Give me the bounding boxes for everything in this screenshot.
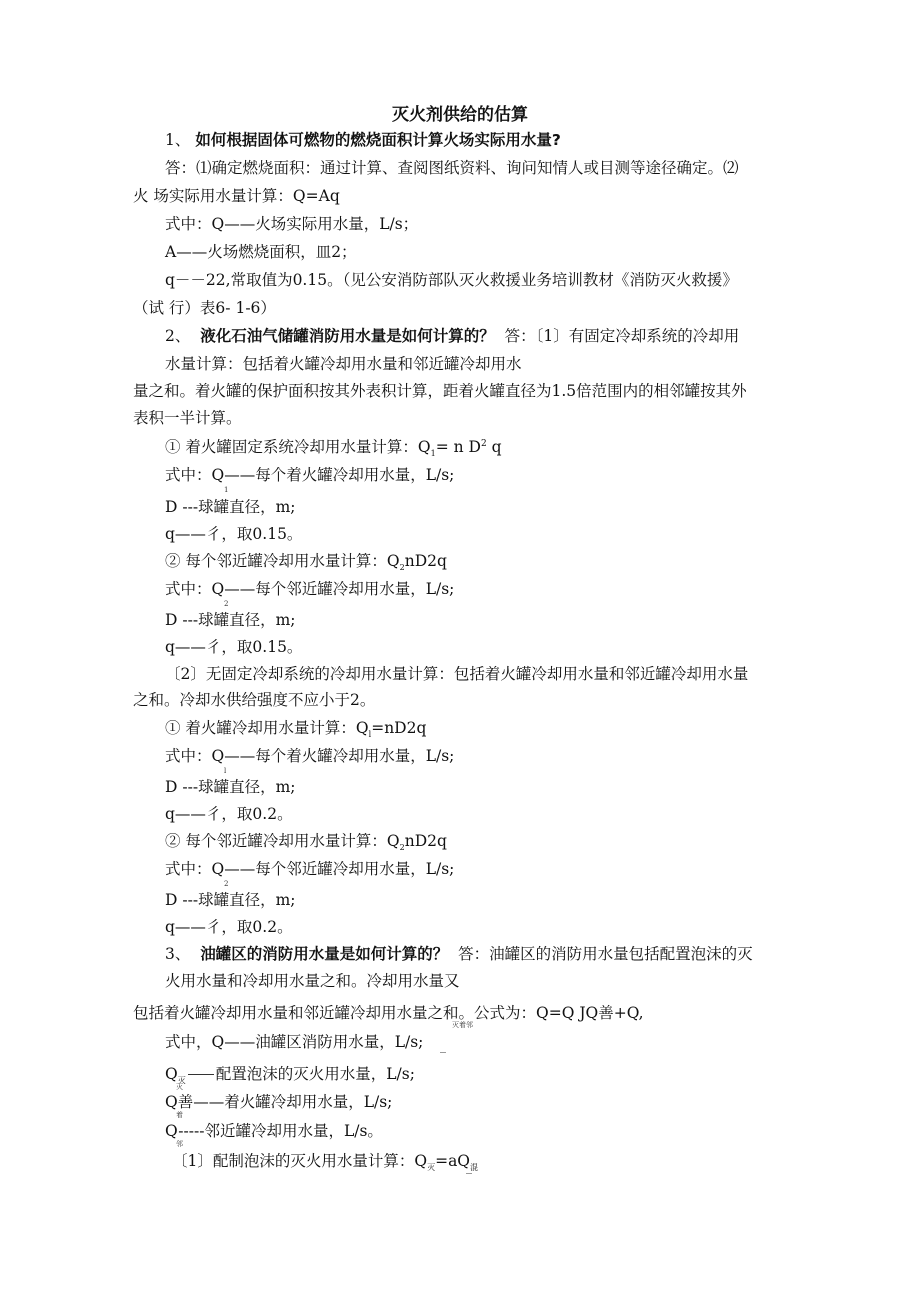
formula-line: ② 每个邻近罐冷却用水量计算：$Q_2nD2q$ [165,552,447,572]
text-line: 表积一半计算。 [133,409,242,427]
subscript-mark: l [224,767,227,775]
divider [466,1173,472,1174]
subscript-mark: 1 [224,486,229,494]
subscript-mark: 灭 [176,1083,183,1091]
text-line: A——火场燃烧面积，皿2； [165,243,357,261]
text-line: q——彳，取0.2。 [165,805,293,823]
text-line: D ---球罐直径，m; [165,611,296,629]
text-line: $Q_灭$ 配置泡沫的灭火用水量，L/s; [165,1065,415,1085]
text-line: 式中：Q——每个邻近罐冷却用水量，L/s; [165,860,455,878]
formula-line: 〔1〕配制泡沫的灭火用水量计算：$Q_灭=aQ_混$ [172,1152,479,1172]
page-title: 灭火剂供给的估算 [392,105,528,125]
text-line: 2、 液化石油气储罐消防用水量是如何计算的？ 答：〔1〕有固定冷却系统的冷却用 [165,327,740,345]
text-line: 1、 如何根据固体可燃物的燃烧面积计算火场实际用水量? [165,131,561,149]
text-line: Q善——着火罐冷却用水量，L/s; [165,1093,393,1111]
formula-line: ② 每个邻近罐冷却用水量计算：$Q_2nD2q$ [165,832,447,852]
text-line: 式中：Q——每个着火罐冷却用水量，L/s; [165,747,455,765]
text-line: q——彳，取0.15。 [165,638,303,656]
text-line: 式中，Q——油罐区消防用水量，L/s; [165,1033,424,1051]
subscript-mark: 2 [224,600,229,608]
subscript-mark: 2 [224,880,229,888]
text-line: 式中：Q——每个着火罐冷却用水量，L/s; [165,466,455,484]
text-line: D ---球罐直径，m; [165,778,296,796]
text-line: 3、 油罐区的消防用水量是如何计算的？ 答：油罐区的消防用水量包括配置泡沫的灭 [165,945,753,963]
text-line: q－－22,常取值为0.15。（见公安消防部队灭火救援业务培训教材《消防灭火救援》 [165,271,738,289]
text-line: q——彳，取0.2。 [165,918,293,936]
divider [440,1052,446,1053]
text-line: 答：⑴确定燃烧面积：通过计算、查阅图纸资料、询问知情人或目测等途径确定。⑵ [165,159,739,177]
text-line: 火用水量和冷却用水量之和。冷却用水量又 [165,972,460,990]
text-line: 式中：Q——火场实际用水量，L/s； [165,215,419,233]
formula-line: ① 着火罐冷却用水量计算：$Q_l=nD2q$ [165,719,427,739]
text-line: 火 场实际用水量计算：Q=Aq [133,187,340,205]
subscript-mark: 着 [176,1111,183,1119]
formula-line: ① 着火罐固定系统冷却用水量计算：$Q_1= n$ $D^2$ q [165,438,502,458]
text-line: 量之和。着火罐的保护面积按其外表积计算，距着火罐直径为1.5倍范围内的相邻罐按其外 [133,382,747,400]
text-line: 水量计算：包括着火罐冷却用水量和邻近罐冷却用水 [165,355,522,373]
text-line: 包括着火罐冷却用水量和邻近罐冷却用水量之和。公式为：Q=Q JQ善+Q, [133,1004,644,1022]
subscript-mark: 灭着邻 [452,1021,473,1029]
subscript-mark: 邻 [176,1140,183,1148]
text-line: 之和。冷却水供给强度不应小于2。 [133,691,376,709]
text-line: 〔2〕无固定冷却系统的冷却用水量计算：包括着火罐冷却用水量和邻近罐冷却用水量 [165,665,749,683]
text-line: D ---球罐直径，m; [165,498,296,516]
text-line: Q-----邻近罐冷却用水量，L/s。 [165,1122,383,1140]
text-line: q——彳，取0.15。 [165,525,303,543]
text-line: 式中：Q——每个邻近罐冷却用水量，L/s; [165,580,455,598]
text-line: D ---球罐直径，m; [165,891,296,909]
text-line: （试 行）表6- 1-6） [133,299,276,317]
